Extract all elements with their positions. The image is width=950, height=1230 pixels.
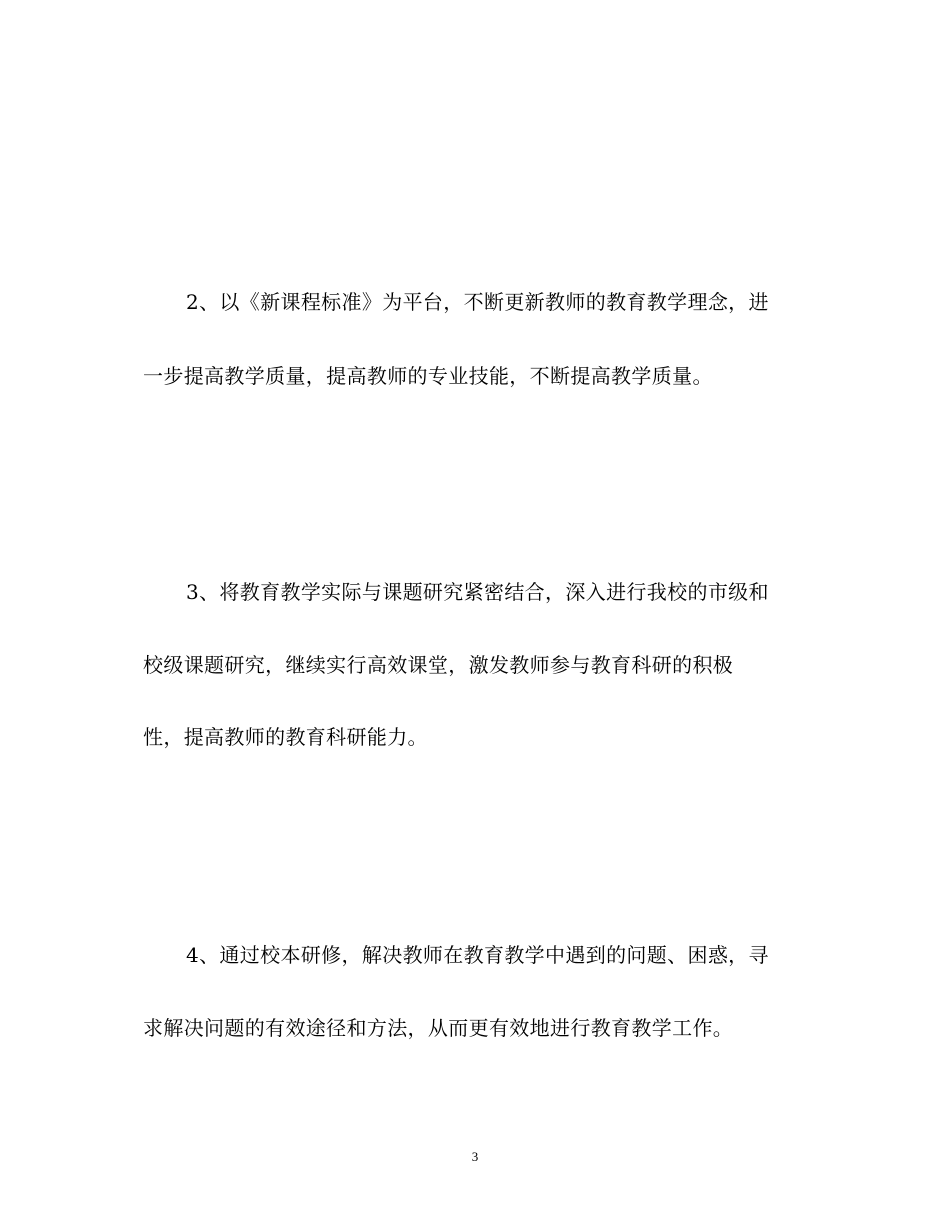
- paragraph-line: 校级课题研究，继续实行高效课堂，激发教师参与教育科研的积极: [143, 653, 734, 677]
- page-number: 3: [471, 1149, 479, 1164]
- paragraph-line: 3、将教育教学实际与课题研究紧密结合，深入进行我校的市级和: [186, 580, 769, 604]
- paragraph-line: 一步提高教学质量，提高教师的专业技能，不断提高教学质量。: [143, 364, 713, 388]
- paragraph-line: 性，提高教师的教育科研能力。: [143, 725, 428, 749]
- paragraph-line: 求解决问题的有效途径和方法，从而更有效地进行教育教学工作。: [143, 1016, 734, 1040]
- paragraph-line: 4、通过校本研修，解决教师在教育教学中遇到的问题、困惑，寻: [186, 943, 769, 967]
- paragraph-line: 2、以《新课程标准》为平台，不断更新教师的教育教学理念，进: [186, 290, 769, 314]
